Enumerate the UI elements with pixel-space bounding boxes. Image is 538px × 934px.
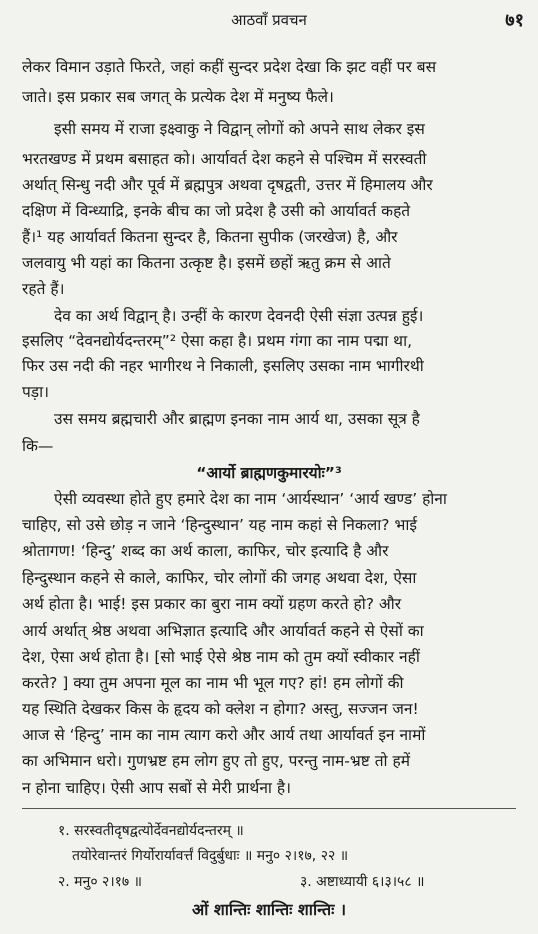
text-line: उस समय ब्रह्मचारी और ब्राह्मण इनका नाम आर्य था, उसका सूत्र है [54,410,420,428]
text-line: रहते हैं। [22,280,65,298]
text-line: लेकर विमान उड़ाते फिरते, जहां कहीं सुन्दर प्रदेश देखा कि झट वहीं पर बस [22,58,437,76]
text-line: करते? ] क्या तुम अपना मूल का नाम भी भूल गए? हां! हम लोगों की [22,674,404,692]
text-line: इसी समय में राजा इक्ष्वाकु ने विद्वान् लोगों को अपने साथ लेकर इस [54,120,425,138]
text-line: का अभिमान धरो। गुणभ्रष्ट हम लोग हुए तो हुए, परन्तु नाम-भ्रष्ट तो हमें [22,752,410,770]
closing-invocation: ओं शान्तिः शान्तिः शान्तिः । [191,900,347,919]
text-line: कि— [22,437,54,455]
text-line: चाहिए, सो उसे छोड़ न जाने ‘हिन्दुस्थान’ यह नाम कहां से निकला? भाई [22,516,417,534]
page-number: ७१ [505,10,524,31]
text-line: यह स्थिति देखकर किस के हृदय को क्लेश न होगा? अस्तु, सज्जन जन! [22,700,419,718]
text-line: देव का अर्थ विद्वान् है। उन्हीं के कारण देवनदी ऐसी संज्ञा उत्पन्न हुई। [54,307,424,325]
text-line: अर्थ होता है। भाई! इस प्रकार का बुरा नाम क्यों ग्रहण करते हो? और [22,595,402,613]
text-line: फिर उस नदी की नहर भागीरथ ने निकाली, इसलिए उसका नाम भागीरथी [22,357,424,375]
text-line: श्रोतागण! ‘हिन्दु’ शब्द का अर्थ काला, काफिर, चोर इत्यादि है और [22,542,389,560]
text-line: हिन्दुस्थान कहने से काले, काफिर, चोर लोगों की जगह अथवा देश, ऐसा [22,569,417,587]
text-line: पड़ा। [22,383,49,401]
chapter-title: आठवाँ प्रवचन [231,11,307,29]
text-line: अर्थात् सिन्धु नदी और पूर्व में ब्रह्मपुत्र अथवा दृषद्वती, उत्तर में हिमालय और [22,176,433,194]
footnote-divider [22,808,516,809]
text-line: ऐसी व्यवस्था होते हुए हमारे देश का नाम ‘आर्यस्थान’ ‘आर्य खण्ड’ होना [54,490,447,508]
text-line: दक्षिण में विन्ध्याद्रि, इनके बीच का जो प्रदेश है उसी को आर्यावर्त कहते [22,202,411,220]
text-line: आर्य अर्थात् श्रेष्ठ अथवा अभिज्ञात इत्यादि और आर्यावर्त कहने से ऐसों का [22,622,424,640]
text-line: हैं।¹ यह आर्यावर्त कितना सुन्दर है, कितना सुपीक (जरखेज) है, और [22,228,398,246]
text-line: इसलिए “देवनद्योर्यदन्तरम्”² ऐसा कहा है। प्रथम गंगा का नाम पद्मा था, [22,332,413,350]
text-line: आज से ‘हिन्दु’ नाम का नाम त्याग करो और आर्य तथा आर्यावर्त इन नामों [22,726,426,744]
text-line: भरतखण्ड में प्रथम बसाहत को। आर्यावर्त देश कहने से पश्चिम में सरस्वती [22,150,427,168]
text-line: न होना चाहिए। ऐसी आप सबों से मेरी प्रार्थना है। [22,779,291,797]
footnote-2: २. मनु० २।१७ ॥ [58,874,143,890]
text-line: जाते। इस प्रकार सब जगत् के प्रत्येक देश में मनुष्य फैले। [22,88,334,106]
text-line: जलवायु भी यहां का कितना उत्कृष्ट है। इसमें छहों ऋतु क्रम से आते [22,254,391,272]
footnote-3: ३. अष्टाध्यायी ६।३।५८ ॥ [300,874,425,890]
text-line: देश, ऐसा अर्थ होता है। [सो भाई ऐसे श्रेष्ठ नाम को तुम क्यों स्वीकार नहीं [22,648,420,666]
footnote-1-continued: तयोरेवान्तरं गिर्योरार्यावर्त्तं विदुर्बुधाः ॥ मनु० २।१७, २२ ॥ [72,848,349,864]
page-header [0,8,538,34]
sutra-quote: “आर्यो ब्राह्मणकुमारयोः”³ [196,464,342,482]
footnote-1: १. सरस्वतीदृषद्वत्योर्देवनद्योर्यदन्तरम् ॥ [58,823,244,839]
